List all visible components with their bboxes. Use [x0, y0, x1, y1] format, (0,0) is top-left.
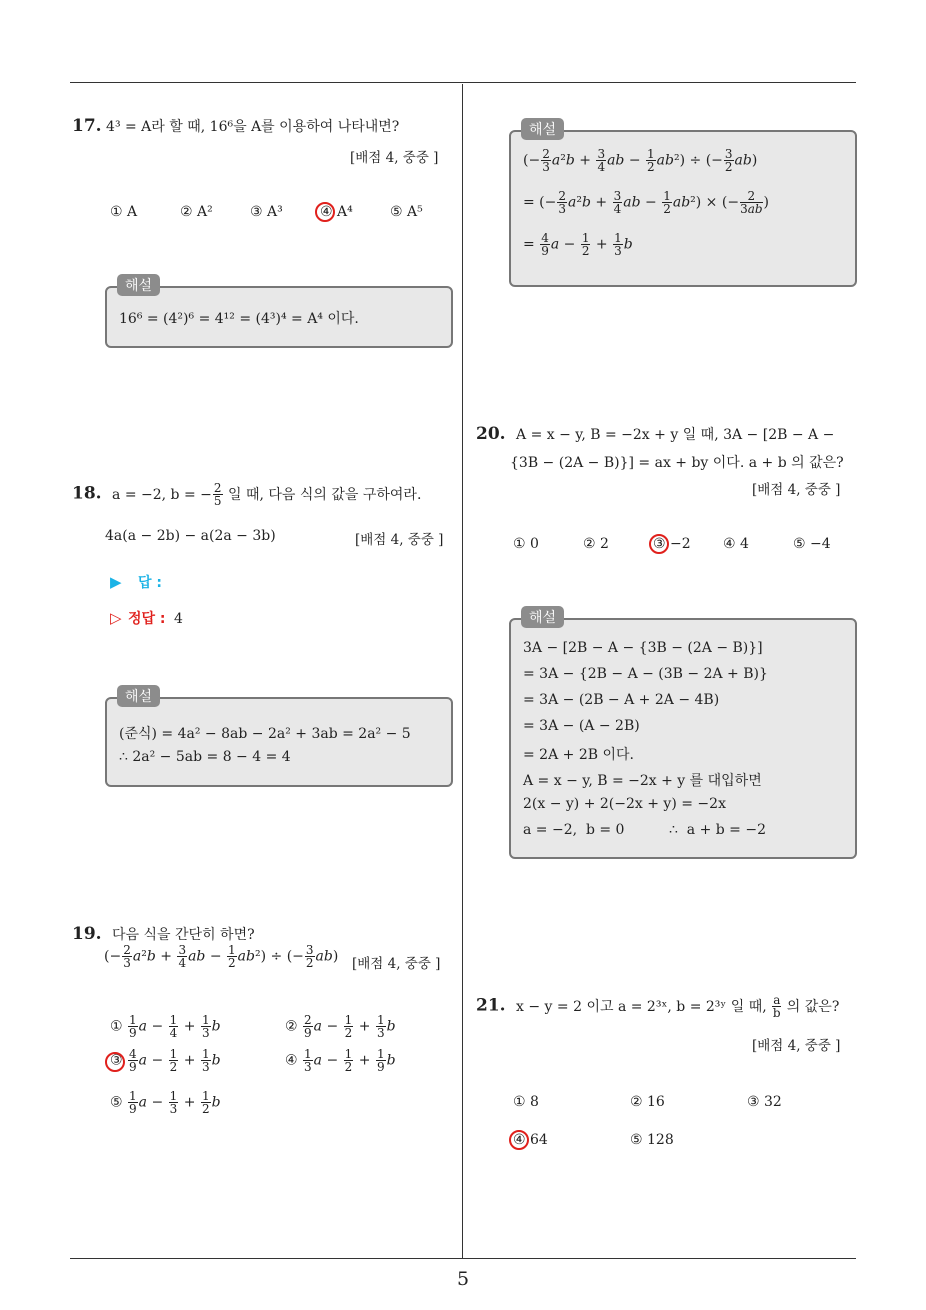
- choice-1[interactable]: ① A: [110, 204, 138, 220]
- choice-4[interactable]: ④ $\frac{1}{3}$ a − $\frac{1}{2}$ + $\frac{1}{9}$ b: [285, 1047, 396, 1074]
- question-number: 17.: [72, 116, 102, 136]
- explanation-label: 해설: [521, 118, 564, 140]
- answer-row: [110, 572, 162, 592]
- choice-2[interactable]: ② A²: [180, 204, 213, 220]
- explanation-line: = 2A + 2B 이다.: [523, 747, 634, 763]
- score-tag: [배점 4, 중중 ]: [355, 532, 444, 548]
- answer-circle-mark: [105, 1052, 125, 1072]
- explanation-line: ∴ 2a² − 5ab = 8 − 4 = 4: [119, 749, 291, 765]
- correct-row: [110, 608, 183, 628]
- explanation-line: = (− $\frac{2}{3}$ a²b + $\frac{3}{4}$ ab − $\frac{1}{2}$ ab²) × (− $\frac{2}{3ab}$ ): [523, 189, 770, 216]
- question-text: a = −2, b = − $\frac{2}{5}$ 일 때, 다음 식의 값을 구하여라.: [112, 481, 422, 508]
- choice-3[interactable]: ③ −2: [653, 536, 691, 552]
- expression: 4a(a − 2b) − a(2a − 3b): [105, 528, 276, 544]
- choice-5[interactable]: ⑤ −4: [793, 536, 831, 552]
- choice-4[interactable]: ④ 4: [723, 536, 749, 552]
- top-rule: [70, 82, 856, 83]
- choice-5[interactable]: ⑤ 128: [630, 1132, 674, 1148]
- choice-1[interactable]: ① $\frac{1}{9}$ a − $\frac{1}{4}$ + $\frac{1}{3}$ b: [110, 1013, 221, 1040]
- answer-label: 답 :: [138, 575, 162, 591]
- question-19: [72, 924, 457, 944]
- explanation-line: A = x − y, B = −2x + y 를 대입하면: [523, 773, 762, 789]
- explanation-label: 해설: [117, 685, 160, 707]
- expression: (− $\frac{2}{3}$ a²b + $\frac{3}{4}$ ab − $\frac{1}{2}$ ab²) ÷ (− $\frac{3}{2}$ ab): [104, 943, 339, 970]
- question-17: [72, 116, 457, 136]
- fraction: $\frac{2}{5}$: [213, 481, 222, 508]
- explanation-line: 16⁶ = (4²)⁶ = 4¹² = (4³)⁴ = A⁴ 이다.: [119, 311, 359, 327]
- question-number: 21.: [476, 995, 506, 1016]
- choice-2[interactable]: ② 16: [630, 1094, 665, 1110]
- question-21: [476, 994, 861, 1019]
- explanation-line: 3A − [2B − A − {3B − (2A − B)}]: [523, 640, 763, 656]
- explanation-box: [509, 122, 857, 287]
- correct-marker: ▷: [110, 609, 122, 627]
- explanation-box: [105, 689, 453, 787]
- choice-4[interactable]: ④ A⁴: [320, 204, 353, 220]
- choice-3[interactable]: ③ A³: [250, 204, 283, 220]
- correct-value: 4: [173, 611, 183, 627]
- page-number: 5: [456, 1268, 470, 1290]
- answer-marker: ▶: [110, 573, 122, 591]
- explanation-line: = 3A − {2B − A − (3B − 2A + B)}: [523, 666, 768, 682]
- explanation-line: (준식) = 4a² − 8ab − 2a² + 3ab = 2a² − 5: [119, 726, 411, 742]
- explanation-box: [105, 278, 453, 348]
- choice-2[interactable]: ② $\frac{2}{9}$ a − $\frac{1}{2}$ + $\frac{1}{3}$ b: [285, 1013, 396, 1040]
- fraction: $\frac{a}{b}$: [772, 993, 781, 1020]
- explanation-box: [509, 610, 857, 859]
- choice-1[interactable]: ① 8: [513, 1094, 539, 1110]
- score-tag: [배점 4, 중중 ]: [752, 1038, 841, 1054]
- correct-label: 정답 :: [128, 611, 166, 627]
- answer-circle-mark: [509, 1130, 529, 1150]
- question-number: 19.: [72, 924, 102, 944]
- question-text-line2: {3B − (2A − B)}] = ax + by 이다. a + b 의 값은?: [510, 455, 844, 471]
- score-tag: [배점 4, 중중 ]: [352, 956, 441, 972]
- bottom-rule: [70, 1258, 856, 1259]
- answer-circle-mark: [315, 202, 335, 222]
- explanation-line: = 3A − (A − 2B): [523, 718, 640, 734]
- choice-3[interactable]: ③ $\frac{4}{9}$ a − $\frac{1}{2}$ + $\frac{1}{3}$ b: [110, 1047, 221, 1074]
- question-20: [476, 424, 861, 444]
- choice-2[interactable]: ② 2: [583, 536, 609, 552]
- column-divider: [462, 84, 463, 1258]
- question-text: 4³ = A라 할 때, 16⁶을 A를 이용하여 나타내면?: [106, 119, 400, 135]
- question-18: [72, 482, 457, 507]
- explanation-line: 2(x − y) + 2(−2x + y) = −2x: [523, 796, 726, 812]
- score-tag: [배점 4, 중중 ]: [752, 482, 841, 498]
- explanation-line: a = −2, b = 0 ∴ a + b = −2: [523, 822, 766, 838]
- choice-1[interactable]: ① 0: [513, 536, 539, 552]
- choice-5[interactable]: ⑤ $\frac{1}{9}$ a − $\frac{1}{3}$ + $\frac{1}{2}$ b: [110, 1089, 221, 1116]
- question-number: 20.: [476, 424, 506, 444]
- explanation-label: 해설: [521, 606, 564, 628]
- score-tag: [배점 4, 중중 ]: [350, 150, 439, 166]
- choice-4[interactable]: ④ 64: [513, 1132, 548, 1148]
- explanation-line: (− $\frac{2}{3}$ a²b + $\frac{3}{4}$ ab − $\frac{1}{2}$ ab²) ÷ (− $\frac{3}{2}$ ab): [523, 147, 758, 174]
- answer-circle-mark: [649, 534, 669, 554]
- question-text-line1: A = x − y, B = −2x + y 일 때, 3A − [2B − A −: [516, 427, 835, 443]
- explanation-line: = $\frac{4}{9}$ a − $\frac{1}{2}$ + $\frac{1}{3}$ b: [523, 231, 633, 258]
- question-text: 다음 식을 간단히 하면?: [112, 927, 255, 943]
- explanation-line: = 3A − (2B − A + 2A − 4B): [523, 692, 720, 708]
- question-number: 18.: [72, 483, 102, 504]
- choice-3[interactable]: ③ 32: [747, 1094, 782, 1110]
- choice-5[interactable]: ⑤ A⁵: [390, 204, 423, 220]
- question-text: x − y = 2 이고 a = 2³ˣ, b = 2³ʸ 일 때, $\frac{a}{b}$ 의 값은?: [516, 993, 840, 1020]
- explanation-label: 해설: [117, 274, 160, 296]
